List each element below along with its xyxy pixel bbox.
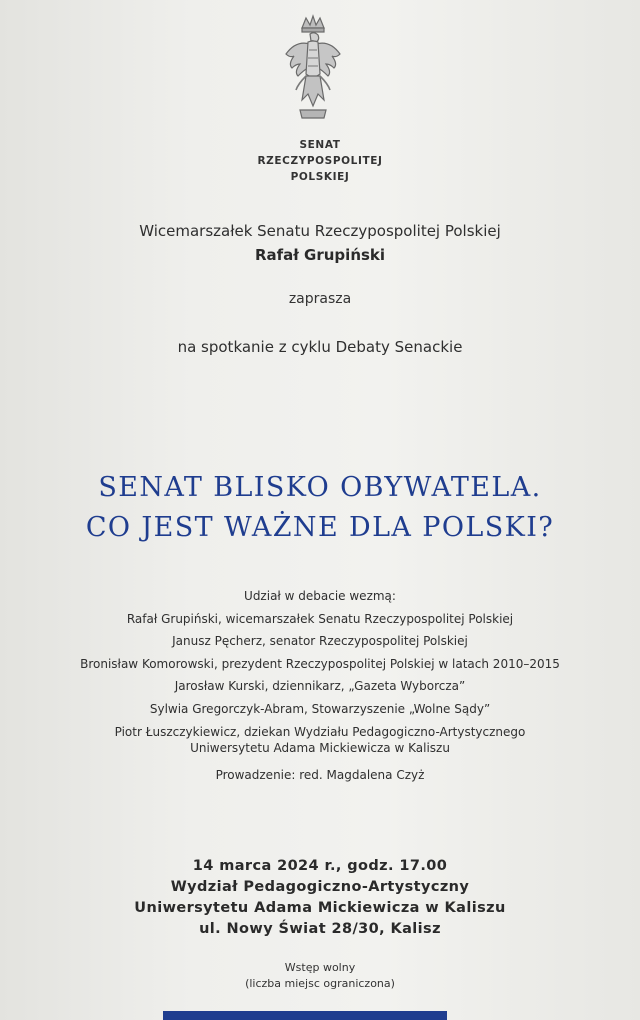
- institution-line-1: SENAT: [299, 139, 341, 151]
- participant-line-2: Uniwersytetu Adama Mickiewicza w Kaliszu: [190, 741, 450, 755]
- headline-line-1: SENAT BLISKO OBYWATELA.: [98, 472, 542, 503]
- entry-limited: (liczba miejsc ograniczona): [245, 977, 395, 990]
- crowned-eagle-emblem-icon: [280, 14, 346, 124]
- participant: Bronisław Komorowski, prezydent Rzeczypospolitej Polskiej w latach 2010–2015: [80, 656, 560, 671]
- host-name: Rafał Grupiński: [254, 246, 386, 264]
- participant: Sylwia Gregorczyk-Abram, Stowarzyszenie „Wolne Sądy”: [149, 701, 491, 716]
- headline-line-2: CO JEST WAŻNE DLA POLSKI?: [85, 512, 555, 543]
- host-title: Wicemarszałek Senatu Rzeczypospolitej Polskiej: [139, 222, 501, 240]
- institution-name: [0, 137, 640, 185]
- event-university: Uniwersytetu Adama Mickiewicza w Kaliszu: [134, 900, 506, 916]
- participant: [0, 724, 640, 756]
- invites-text: zaprasza: [288, 291, 352, 307]
- moderator: Prowadzenie: red. Magdalena Czyż: [215, 768, 425, 782]
- meeting-description: na spotkanie z cyklu Debaty Senackie: [177, 338, 463, 356]
- participant-line-1: Piotr Łuszczykiewicz, dziekan Wydziału Pedagogiczno-Artystycznego: [114, 725, 526, 739]
- institution-line-3: POLSKIEJ: [290, 171, 350, 183]
- event-date-time: 14 marca 2024 r., godz. 17.00: [192, 858, 448, 874]
- event-details: [0, 856, 640, 940]
- entry-free: Wstęp wolny: [284, 961, 356, 974]
- event-address: ul. Nowy Świat 28/30, Kalisz: [199, 921, 441, 937]
- entry-info: [0, 960, 640, 992]
- participant: Rafał Grupiński, wicemarszałek Senatu Rzeczypospolitej Polskiej: [126, 611, 514, 626]
- event-faculty: Wydział Pedagogiczno-Artystyczny: [170, 879, 470, 895]
- bottom-accent-bar: [163, 1011, 447, 1020]
- participants-list: [0, 585, 640, 759]
- institution-line-2: RZECZYPOSPOLITEJ: [257, 155, 383, 167]
- participant: Jarosław Kurski, dziennikarz, „Gazeta Wyborcza”: [174, 679, 466, 693]
- debate-headline: [0, 468, 640, 548]
- participant: Janusz Pęcherz, senator Rzeczypospolitej Polskiej: [172, 634, 468, 648]
- participants-intro: Udział w debacie wezmą:: [244, 589, 396, 603]
